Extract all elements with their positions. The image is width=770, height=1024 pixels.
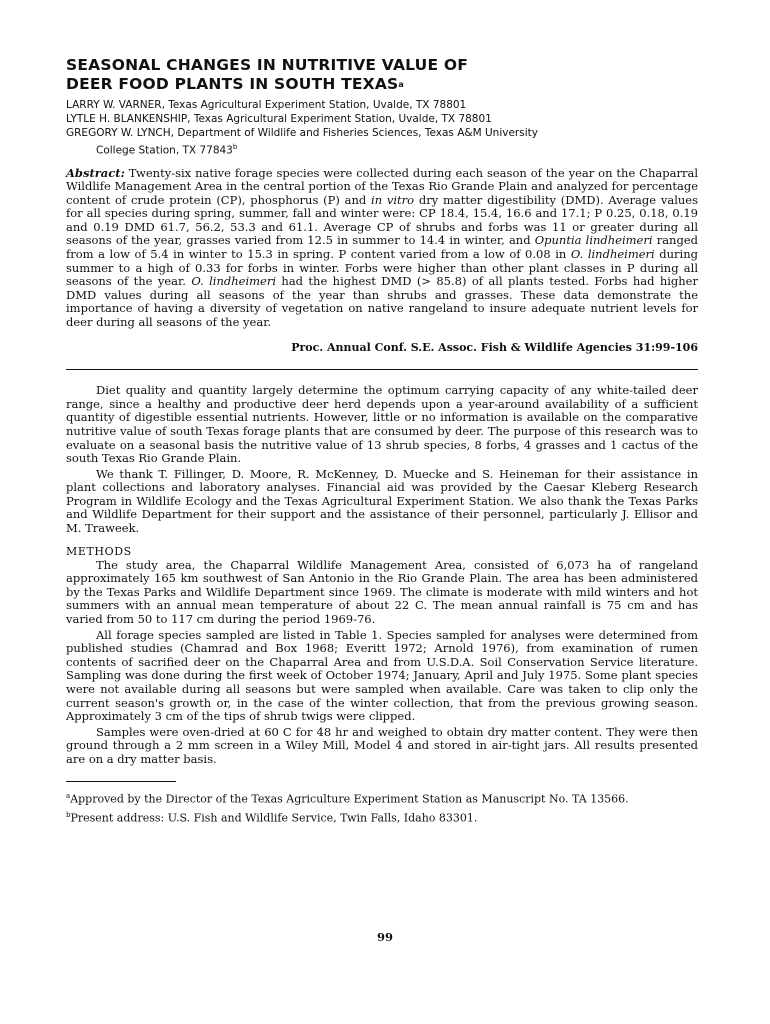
abstract-text-a: Twenty-six native forage species were collected during each season of the year on the Chaparral Wildlife Management Area in the central portion of the Texas Rio Grande Plain and analyzed for percentage content of crude protein (CP), phosphorus (P) and xyxy=(66,165,698,207)
footnote-b-mark: b xyxy=(66,810,71,819)
paper-title xyxy=(66,56,698,94)
journal-citation: Proc. Annual Conf. S.E. Assoc. Fish & Wildlife Agencies 31:99-106 xyxy=(291,341,698,355)
title-footnote-mark: a xyxy=(398,80,404,89)
methods-paragraph-1: The study area, the Chaparral Wildlife Management Area, consisted of 6,073 ha of rangeland approximately 165 km southwest of San Antonio in the Rio Grande Plain. The area has been administered by the Texas Parks and Wildlife Department since 1969. The climate is moderate with mild winters and hot summers with an annual mean temperature of about 22 C. The mean annual rainfall is 75 cm and has varied from 50 to 117 cm during the period 1969-76. xyxy=(66,557,698,627)
paper-body xyxy=(66,384,698,766)
title-line-2 xyxy=(66,75,698,94)
abstract-in-vitro: in vitro xyxy=(371,192,415,207)
author-name: LARRY W. VARNER, xyxy=(66,99,165,111)
footnote-b-text: Present address: U.S. Fish and Wildlife Service, Twin Falls, Idaho 83301. xyxy=(70,811,478,825)
author-affiliation: Department of Wildlife and Fisheries Sciences, Texas A&M University xyxy=(173,127,538,139)
author-affiliation-city: College Station, TX 77843 xyxy=(96,144,233,157)
author-footnote-mark: b xyxy=(232,143,238,151)
footnote-b xyxy=(66,809,698,825)
author-list xyxy=(66,98,698,158)
title-line-2-text: DEER FOOD PLANTS IN SOUTH TEXAS xyxy=(66,75,399,93)
author-affiliation-continued xyxy=(66,140,698,158)
author-affiliation: Texas Agricultural Experiment Station, Uvalde, TX 78801 xyxy=(190,113,492,125)
abstract-text-b: dry matter digestibility (DMD). Average values for all species during spring, summer, fall and winter were: CP 18.4, 15.4, 16.6 and 17.1; P 0.25, 0.18, 0.19 and 0.19 DMD 61.7, 56.2, 53.3 and 61.1. Average CP of shrubs and forbs was 11 or greater during all seasons of the year, grasses varied from 12.5 in summer to 14.4 in winter, and xyxy=(66,192,698,248)
footnote-a xyxy=(66,790,698,806)
author-affiliation: Texas Agricultural Experiment Station, Uvalde, TX 78801 xyxy=(164,99,467,111)
intro-paragraph-2: We thank T. Fillinger, D. Moore, R. McKenney, D. Muecke and S. Heineman for their assistance in plant collections and laboratory analyses. Financial aid was provided by the Caesar Kleberg Research Program in Wildlife Ecology and the Texas Agricultural Experiment Station. We also thank the Texas Parks and Wildlife Department for their support and the assistance of their personnel, particularly J. Ellisor and M. Traweek. xyxy=(66,466,698,536)
header-divider xyxy=(66,369,698,370)
abstract-text-d: during summer to a high of 0.33 for forbs in winter. Forbs were higher than other plant classes in P during all seasons of the year. xyxy=(66,247,698,289)
author-name: LYTLE H. BLANKENSHIP, xyxy=(66,113,191,125)
footnote-a-text: Approved by the Director of the Texas Agriculture Experiment Station as Manuscript No. TA 13566. xyxy=(70,792,629,806)
page-content xyxy=(66,56,698,828)
author-3 xyxy=(66,126,698,158)
intro-paragraph-1: Diet quality and quantity largely determine the optimum carrying capacity of any white-tailed deer range, since a healthy and productive deer herd depends upon a year-around availability of a sufficient quantity of digestible essential nutrients. However, little or no information is available on the comparative nutritive value of south Texas forage plants that are consumed by deer. The purpose of this research was to evaluate on a seasonal basis the nutritive value of 13 shrub species, 8 forbs, 4 grasses and 1 cactus of the south Texas Rio Grande Plain. xyxy=(66,383,698,466)
methods-paragraph-2: All forage species sampled are listed in Table 1. Species sampled for analyses were determined from published studies (Chamrad and Box 1968; Everitt 1972; Arnold 1976), from examination of rumen contents of sacrified deer on the Chaparral Area and from U.S.D.A. Soil Conservation Service literature. Sampling was done during the first week of October 1974; January, April and July 1975. Some plant species were not available during all seasons but were sampled when available. Care was taken to clip only the current season's growth or, in the case of the winter collection, that from the previous growing season. Approximately 3 cm of the tips of shrub twigs were clipped. xyxy=(66,627,698,724)
abstract-text-c: ranged from a low of 5.4 in winter to 15.3 in spring. P content varied from a low of 0.08 in xyxy=(66,233,698,262)
author-name: GREGORY W. LYNCH, xyxy=(66,127,174,139)
footnote-divider xyxy=(66,781,176,782)
methods-heading: METHODS xyxy=(66,544,132,558)
abstract xyxy=(66,167,698,330)
author-2 xyxy=(66,112,698,126)
author-1 xyxy=(66,98,698,112)
abstract-text-e: had the highest DMD (> 85.8) of all plants tested. Forbs had higher DMD values during all seasons of the year than shrubs and grasses. These data demonstrate the importance of having a diversity of vegetation on native rangeland to insure adequate nutrient levels for deer during all seasons of the year. xyxy=(66,274,698,330)
page-number: 99 xyxy=(376,930,393,944)
footnote-a-mark: a xyxy=(66,791,71,800)
abstract-label: Abstract: xyxy=(66,165,125,180)
abstract-species-1: Opuntia lindheimeri xyxy=(534,233,653,248)
abstract-species-2: O. lindheimeri xyxy=(570,247,655,262)
title-line-1: SEASONAL CHANGES IN NUTRITIVE VALUE OF xyxy=(66,56,469,74)
methods-paragraph-3: Samples were oven-dried at 60 C for 48 hr and weighed to obtain dry matter content. They were then ground through a 2 mm screen in a Wiley Mill, Model 4 and stored in air-tight jars. All results presented are on a dry matter basis. xyxy=(66,724,698,766)
abstract-species-3: O. lindheimeri xyxy=(191,274,277,289)
